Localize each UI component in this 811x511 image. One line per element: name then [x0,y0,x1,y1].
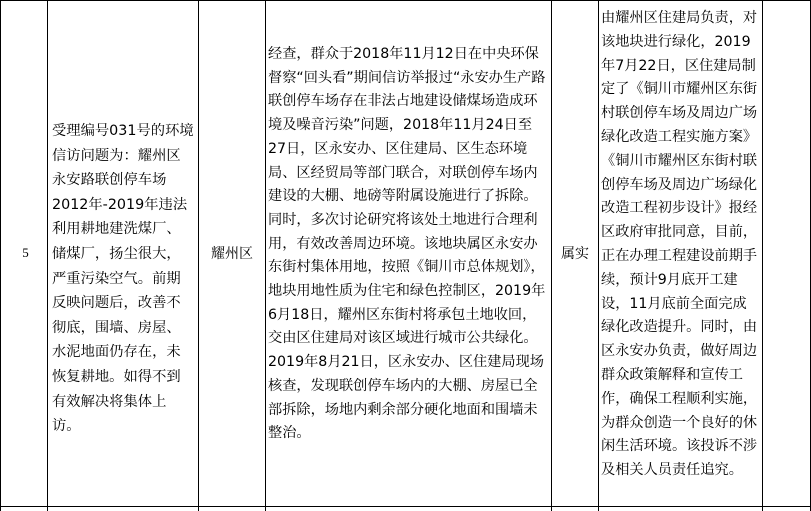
district-cell: 耀州区 [211,246,253,262]
investigation-cell [268,43,550,446]
column-divider [265,0,266,511]
complaint-content-cell [52,119,194,439]
table-border-bottom [0,506,811,507]
table-border-left [0,0,1,511]
column-divider [598,0,599,511]
column-divider [198,0,199,511]
complaint-text: 受理编号031号的环境信访问题为：耀州区永安路联创停车场2012年-2019年违法利用耕地建洗煤厂、储煤厂，扬尘很大，严重污染空气。前期反映问题后，改善不彻底，围墙、房屋、水泥地面仍存在，未恢复耕地。如得不到有效解决将集体上访。 [52,123,194,435]
row-number: 5 [22,245,29,260]
column-divider [47,0,48,511]
column-divider [762,0,763,511]
column-divider [551,0,552,511]
handling-text: 由耀州区住建局负责，对该地块进行绿化，2019年7月22日，区住建局制定了《铜川市耀州区东街村联创停车场及周边广场绿化改造工程实施方案》《铜川市耀州区东街村联创停车场及周边广场绿化改造工程初步设计》报经区政府审批同意，目前，正在办理工程建设前期手续，预计9月底开工建设，11月底前全面完成绿化改造提升。同时，由区永安办负责，做好周边群众政策解释和宣传工作，确保工程顺利实施，为群众创造一个良好的休闲生活环境。该投诉不涉及相关人员责任追究。 [601,10,758,479]
table-border-top [0,0,811,1]
verdict-cell: 属实 [561,246,589,262]
investigation-paragraph-2: 2019年8月21日，区永安办、区住建局现场核查，发现联创停车场内的大棚、房屋已全部拆除，场地内剩余部分硬化地面和围墙未整治。 [268,354,544,442]
handling-cell [601,7,759,483]
investigation-paragraph-1: 经查，群众于2018年11月12日在中央环保督察“回头看”期间信访举报过“永安办生产路联创停车场存在非法占地建设储煤场造成环境及噪音污染”问题，2018年11月24日至27日，区永安办、区住建局、区生态环境局、区经贸局等部门联合，对联创停车场内建设的大棚、地磅等附属设施进行了拆除。同时，多次讨论研究将该处土地进行合理利用，有效改善周边环境。该地块属区永安办东街村集体用地，按照《铜川市总体规划》，地块用地性质为住宅和绿色控制区，2019年6月18日，耀州区东街村将承包土地收回，交由区住建局对该区域进行城市公共绿化。 [268,46,546,347]
